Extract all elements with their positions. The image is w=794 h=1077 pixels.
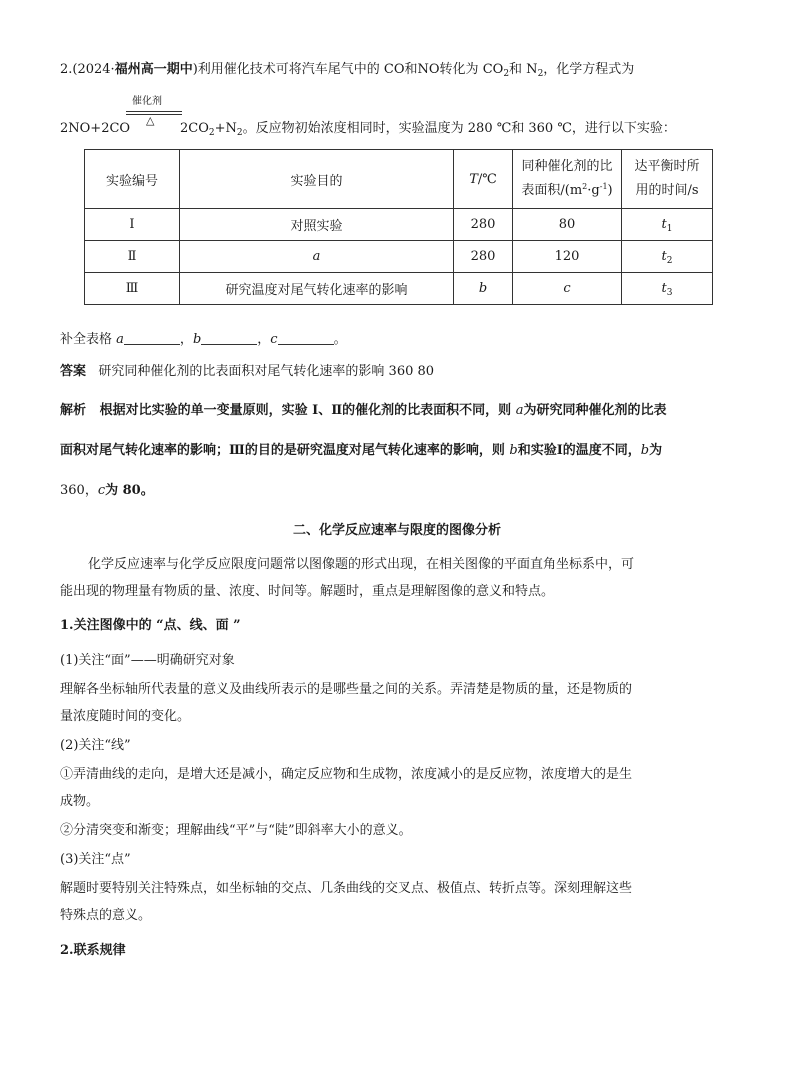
analysis-line-2: 面积对尾气转化速率的影响；Ⅲ的目的是研究温度对尾气转化速率的影响，则 b和实验Ⅰ的温度不同，b为 <box>60 443 663 458</box>
catalyst-label: 催化剂 <box>132 96 162 107</box>
cell-purpose: 对照实验 <box>180 209 454 241</box>
answer-text: 研究同种催化剂的比表面积对尾气转化速率的影响 360 80 <box>98 364 435 379</box>
analysis-line-3: 360，c为 80。 <box>60 483 154 498</box>
cell-id: Ⅰ <box>85 209 180 241</box>
cell-time: $t_3$ <box>622 273 713 305</box>
cell-time: $t_1$ <box>622 209 713 241</box>
header-surface-area: 同种催化剂的比 表面积$/(m^2\cdot g^{-1})$ <box>513 150 622 209</box>
subsection-point-p1: 解题时要特别关注特殊点，如坐标轴的交点、几条曲线的交叉点、极值点、转折点等。深刻理解这些 <box>60 881 633 896</box>
answer-line <box>60 362 434 382</box>
fill-blanks-line: 补全表格 a ，b ，c 。 <box>60 332 347 347</box>
cell-area: 80 <box>513 209 622 241</box>
question-intro: 2.(2024·福州高一期中)利用催化技术可将汽车尾气中的 CO和NO转化为 $CO_2$和 $N_2$，化学方程式为 <box>60 62 635 79</box>
question-intro-text: )利用催化技术可将汽车尾气中的 CO和NO转化为 CO <box>192 62 504 77</box>
blank-b <box>201 330 257 345</box>
subsection-line: (2)关注“线” <box>60 738 131 753</box>
equation-condition-arrow <box>126 96 182 130</box>
subsection-point: (3)关注“点” <box>60 852 131 867</box>
header-temperature: T/℃ <box>454 150 513 209</box>
subsection-line-p1: ①弄清曲线的走向，是增大还是减小，确定反应物和生成物，浓度减小的是反应物，浓度增大的是生 <box>60 767 633 782</box>
subsection-face: (1)关注“面”——明确研究对象 <box>60 653 235 668</box>
cell-purpose: a <box>180 241 454 273</box>
cell-temp: 280 <box>454 209 513 241</box>
section-title: 二、化学反应速率与限度的图像分析 <box>292 523 501 538</box>
subsection-line-p3: ②分清突变和渐变；理解曲线“平”与“陡”即斜率大小的意义。 <box>60 823 412 838</box>
answer-label: 答案 <box>60 364 87 379</box>
cell-id: Ⅲ <box>85 273 180 305</box>
cell-time: $t_2$ <box>622 241 713 273</box>
subheading-2: 2.联系规律 <box>60 943 126 958</box>
cell-temp: b <box>454 273 513 305</box>
header-experiment-id: 实验编号 <box>85 150 180 209</box>
subsection-face-p1: 理解各坐标轴所代表量的意义及曲线所表示的是哪些量之间的关系。弄清楚是物质的量，还是物质的 <box>60 682 633 697</box>
heat-symbol: △ <box>146 114 155 127</box>
question-source-place: 福州高一期中 <box>114 62 193 77</box>
section-para-2: 能出现的物理量有物质的量、浓度、时间等。解题时，重点是理解图像的意义和特点。 <box>60 584 555 599</box>
subsection-line-p2: 成物。 <box>60 794 100 809</box>
subsection-face-p2: 量浓度随时间的变化。 <box>60 709 191 724</box>
cell-area: c <box>513 273 622 305</box>
table-row <box>85 209 713 241</box>
analysis-line-1: 解析 根据对比实验的单一变量原则，实验 Ⅰ、Ⅱ的催化剂的比表面积不同，则 a为研究同种催化剂的比表 <box>60 403 667 418</box>
analysis-label: 解析 <box>60 403 87 418</box>
section-para-1: 化学反应速率与化学反应限度问题常以图像题的形式出现，在相关图像的平面直角坐标系中，可 <box>88 557 635 572</box>
equation-right: $2CO_2+N_2$。反应物初始浓度相同时，实验温度为 280 ℃和 360 ℃，进行以下实验： <box>180 121 676 138</box>
blank-c <box>278 330 334 345</box>
table-row <box>85 241 713 273</box>
header-equilibrium-time: 达平衡时所 用的时间/s <box>622 150 713 209</box>
equation-left: 2NO+2CO <box>60 121 131 136</box>
experiment-table <box>84 149 713 305</box>
subsection-point-p2: 特殊点的意义。 <box>60 908 152 923</box>
blank-a <box>124 330 180 345</box>
table-row <box>85 273 713 305</box>
cell-temp: 280 <box>454 241 513 273</box>
question-source-year: (2024· <box>72 62 115 77</box>
cell-area: 120 <box>513 241 622 273</box>
table-header-row <box>85 150 713 209</box>
cell-id: Ⅱ <box>85 241 180 273</box>
subheading-1: 1.关注图像中的 “点、线、面 ” <box>60 618 241 633</box>
header-purpose: 实验目的 <box>180 150 454 209</box>
cell-purpose: 研究温度对尾气转化速率的影响 <box>180 273 454 305</box>
question-number: 2. <box>60 62 73 77</box>
equation-line <box>60 119 130 139</box>
